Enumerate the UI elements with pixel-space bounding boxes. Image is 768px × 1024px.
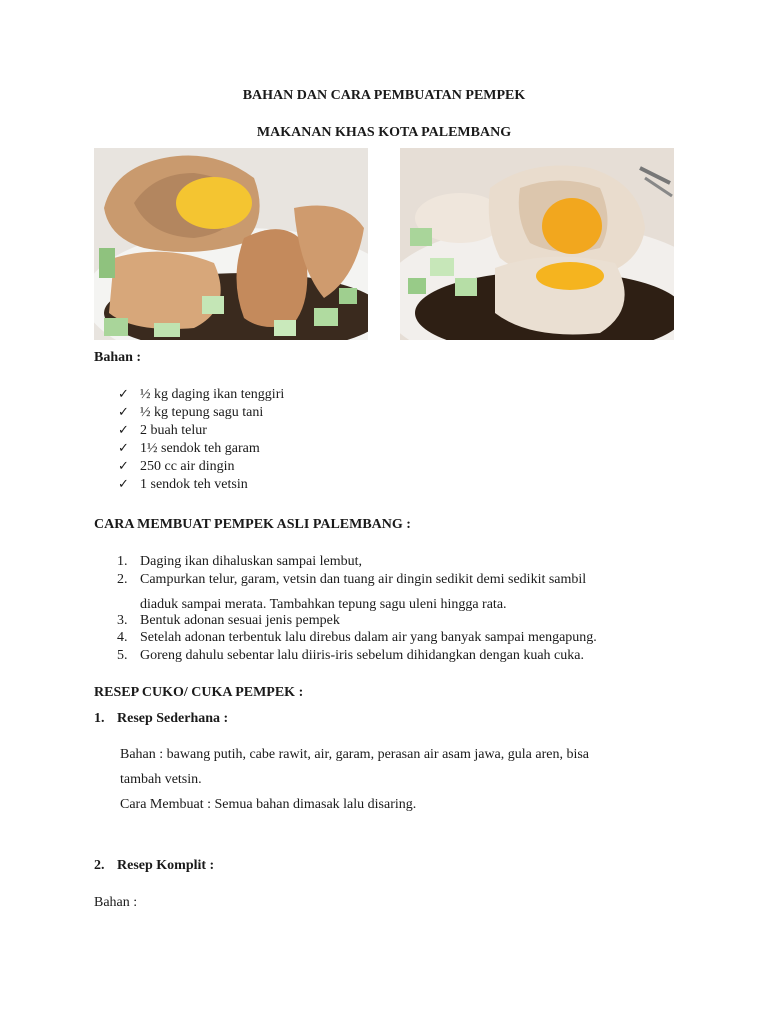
- check-icon: ✓: [118, 476, 129, 491]
- document-title: BAHAN DAN CARA PEMBUATAN PEMPEK: [242, 88, 526, 103]
- check-icon: ✓: [118, 422, 129, 437]
- bahan-item: 250 cc air dingin: [140, 459, 235, 474]
- cara-heading: CARA MEMBUAT PEMPEK ASLI PALEMBANG :: [94, 517, 411, 532]
- check-icon: ✓: [118, 386, 129, 401]
- resep-heading: RESEP CUKO/ CUKA PEMPEK :: [94, 685, 304, 700]
- bahan-item: ½ kg tepung sagu tani: [140, 405, 264, 420]
- sederhana-number: 1.: [94, 711, 105, 726]
- bahan-item: 1 sendok teh vetsin: [140, 477, 248, 492]
- step-text-continued: diaduk sampai merata. Tambahkan tepung sagu uleni hingga rata.: [140, 597, 507, 612]
- check-icon: ✓: [118, 404, 129, 419]
- bahan-item: 2 buah telur: [140, 423, 207, 438]
- bahan-item: ½ kg daging ikan tenggiri: [140, 387, 285, 402]
- check-icon: ✓: [118, 440, 129, 455]
- komplit-title: Resep Komplit :: [117, 858, 215, 873]
- check-icon: ✓: [118, 458, 129, 473]
- sederhana-bahan-continued: tambah vetsin.: [120, 772, 202, 787]
- step-text: Daging ikan dihaluskan sampai lembut,: [140, 554, 363, 569]
- sederhana-bahan: Bahan : bawang putih, cabe rawit, air, garam, perasan air asam jawa, gula aren, bisa: [120, 747, 590, 762]
- step-number: 1.: [117, 554, 128, 569]
- sederhana-cara: Cara Membuat : Semua bahan dimasak lalu disaring.: [120, 797, 417, 812]
- step-text: Campurkan telur, garam, vetsin dan tuang air dingin sedikit demi sedikit sambil: [140, 572, 587, 587]
- step-number: 4.: [117, 630, 128, 645]
- bahan-item: 1½ sendok teh garam: [140, 441, 260, 456]
- document-subtitle: MAKANAN KHAS KOTA PALEMBANG: [256, 125, 512, 140]
- komplit-bahan: Bahan :: [94, 895, 138, 910]
- step-text: Setelah adonan terbentuk lalu direbus dalam air yang banyak sampai mengapung.: [140, 630, 597, 645]
- komplit-number: 2.: [94, 858, 105, 873]
- step-number: 2.: [117, 572, 128, 587]
- step-number: 3.: [117, 613, 128, 628]
- step-text: Goreng dahulu sebentar lalu diiris-iris sebelum dihidangkan dengan kuah cuka.: [140, 648, 584, 663]
- step-text: Bentuk adonan sesuai jenis pempek: [140, 613, 340, 628]
- pempek-photo-2: [400, 148, 674, 340]
- bahan-heading: Bahan :: [94, 350, 142, 365]
- sederhana-title: Resep Sederhana :: [117, 711, 229, 726]
- step-number: 5.: [117, 648, 128, 663]
- pempek-photo-1: [94, 148, 368, 340]
